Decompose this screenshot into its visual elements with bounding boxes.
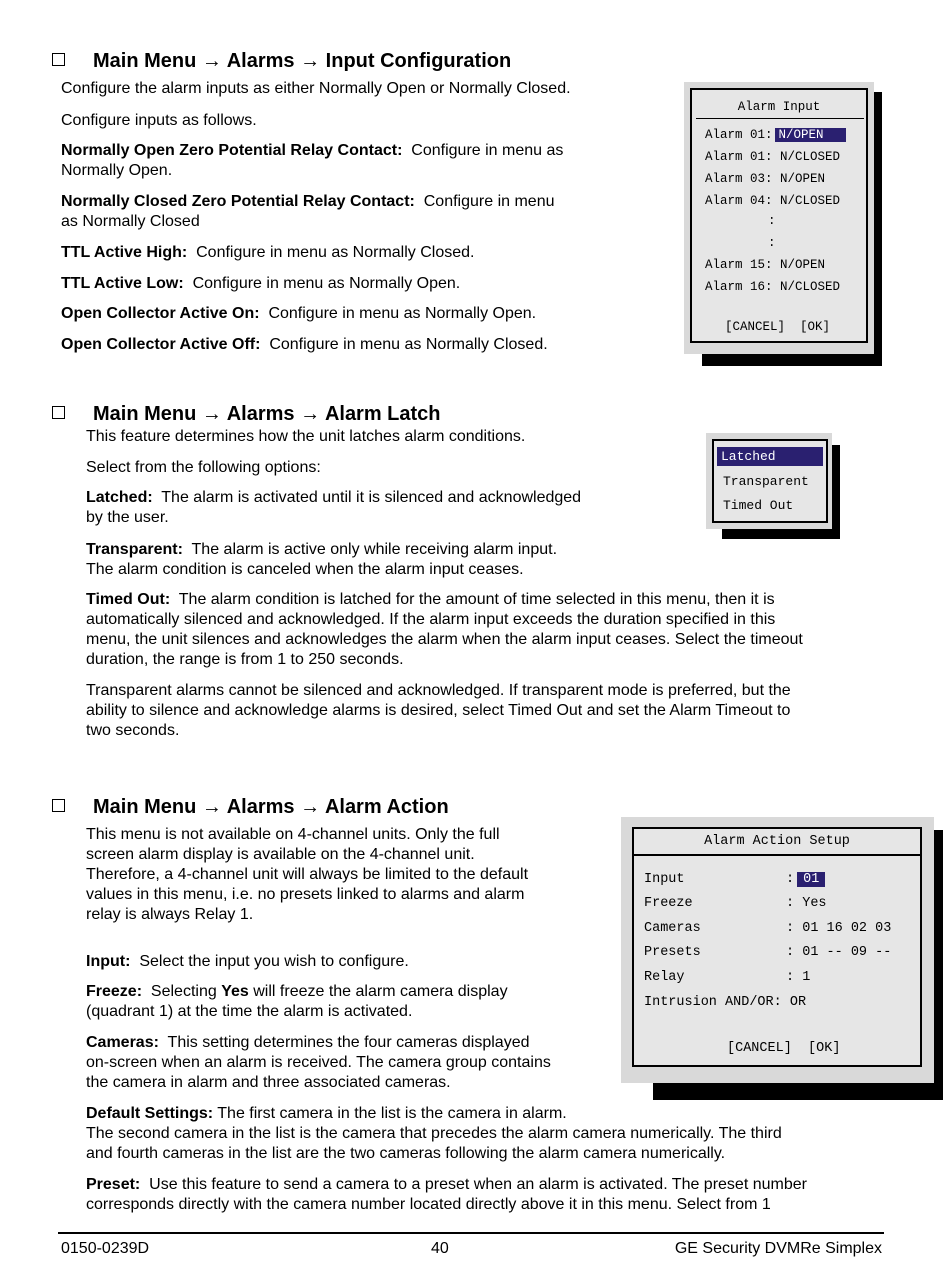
selected-value[interactable]: 01 bbox=[797, 872, 825, 887]
menu-row-cameras[interactable]: Cameras bbox=[644, 921, 701, 936]
menu-title: Alarm Action Setup bbox=[704, 834, 850, 849]
footer-page-number: 40 bbox=[431, 1240, 449, 1257]
menu-buttons bbox=[725, 320, 830, 334]
footer-rule bbox=[58, 1232, 884, 1234]
cancel-button[interactable]: [CANCEL] bbox=[727, 1041, 792, 1056]
definition-item: Normally Closed Zero Potential Relay Contact: Configure in menu as Normally Closed bbox=[61, 193, 555, 230]
menu-row-freeze[interactable]: Freeze bbox=[644, 896, 693, 911]
cancel-button[interactable]: [CANCEL] bbox=[725, 320, 786, 334]
definition-item: Preset: Use this feature to send a camera to a preset when an alarm is activated. The preset number corresponds directly with the camera number located directly above it in this menu. Select from 1 bbox=[86, 1176, 807, 1213]
menu-frame bbox=[632, 827, 922, 1067]
arrow-icon: → bbox=[201, 50, 222, 72]
menu-row-cameras-value[interactable]: : 01 16 02 03 bbox=[786, 921, 892, 936]
menu-row[interactable]: Alarm 15: N/OPEN bbox=[705, 258, 826, 272]
arrow-icon: → bbox=[201, 403, 222, 425]
footer-doc-number: 0150-0239D bbox=[61, 1240, 150, 1257]
section-heading-alarm-action: Main Menu → Alarms → Alarm Action bbox=[52, 796, 449, 819]
menu-row[interactable]: Alarm 04: N/CLOSED bbox=[705, 194, 841, 208]
menu-row-input-value[interactable]: : 01 bbox=[786, 872, 825, 887]
latch-option-latched[interactable]: Latched bbox=[717, 447, 823, 466]
paragraph: Configure the alarm inputs as either Normally Open or Normally Closed. bbox=[61, 80, 571, 97]
section-heading-alarm-latch: Main Menu → Alarms → Alarm Latch bbox=[52, 403, 441, 426]
arrow-icon: → bbox=[300, 796, 321, 818]
menu-row-relay[interactable]: Relay bbox=[644, 970, 685, 985]
latch-option-timed-out[interactable]: Timed Out bbox=[723, 498, 794, 513]
paragraph: Configure inputs as follows. bbox=[61, 112, 257, 129]
definition-item: Transparent: The alarm is active only while receiving alarm input. The alarm condition is canceled when the alarm input ceases. bbox=[86, 541, 558, 578]
paragraph: Transparent alarms cannot be silenced and acknowledged. If transparent mode is preferred, but the ability to silence and acknowledge alarms is desired, select Timed Out and set the Alarm Timeout to two seconds. bbox=[86, 682, 791, 739]
definition-item: Freeze: Selecting Yes will freeze the alarm camera display (quadrant 1) at the time the alarm is activated. bbox=[86, 983, 508, 1020]
checkbox-bullet-icon bbox=[52, 406, 65, 419]
definition-item: TTL Active High: Configure in menu as Normally Closed. bbox=[61, 244, 475, 261]
menu-buttons bbox=[727, 1041, 840, 1056]
menu-row[interactable]: Alarm 03: N/OPEN bbox=[705, 172, 826, 186]
ok-button[interactable]: [OK] bbox=[808, 1041, 841, 1056]
footer-product: GE Security DVMRe Simplex bbox=[674, 1240, 882, 1257]
definition-item: TTL Active Low: Configure in menu as Normally Open. bbox=[61, 275, 461, 292]
checkbox-bullet-icon bbox=[52, 799, 65, 812]
menu-row-presets-value[interactable]: : 01 -- 09 -- bbox=[786, 945, 892, 960]
paragraph: This menu is not available on 4-channel units. Only the full screen alarm display is available on the 4-channel unit. Therefore, a 4-channel unit will always be limited to the default values in this menu, i.e. no presets linked to alarms and alarm relay is always Relay 1. bbox=[86, 826, 529, 923]
menu-title: Alarm Input bbox=[737, 100, 821, 114]
menu-row[interactable]: Alarm 16: N/CLOSED bbox=[705, 280, 841, 294]
definition-item: Normally Open Zero Potential Relay Contact: Configure in menu as Normally Open. bbox=[61, 142, 564, 179]
menu-divider bbox=[634, 854, 920, 856]
definition-item: Input: Select the input you wish to configure. bbox=[86, 953, 409, 970]
paragraph: Select from the following options: bbox=[86, 459, 321, 476]
menu-row-freeze-value[interactable]: : Yes bbox=[786, 896, 827, 911]
menu-row-intrusion[interactable]: Intrusion AND/OR: OR bbox=[644, 995, 807, 1010]
definition-item: Open Collector Active Off: Configure in menu as Normally Closed. bbox=[61, 336, 548, 353]
menu-ellipsis: : bbox=[768, 214, 776, 228]
definition-item: Timed Out: The alarm condition is latched for the amount of time selected in this menu, then it is automatically silenced and acknowledged. If the alarm input exceeds the duration specified in this menu, the unit silences and acknowledges the alarm when the alarm input ceases. Select the timeout duration, the range is from 1 to 250 seconds. bbox=[86, 591, 803, 668]
selected-value[interactable]: N/OPEN bbox=[775, 128, 846, 142]
menu-frame bbox=[690, 88, 868, 343]
section-heading-input-configuration: Main Menu → Alarms → Input Configuration bbox=[52, 50, 511, 73]
latch-option-transparent[interactable]: Transparent bbox=[723, 474, 809, 489]
arrow-icon: → bbox=[300, 50, 321, 72]
ok-button[interactable]: [OK] bbox=[800, 320, 831, 334]
menu-row[interactable]: Alarm 01: N/CLOSED bbox=[705, 150, 841, 164]
definition-item: Default Settings: The first camera in the list is the camera in alarm. The second camera in the list is the camera that precedes the alarm camera numerically. The third and fourth cameras in the list are the two cameras following the alarm camera numerically. bbox=[86, 1105, 782, 1162]
arrow-icon: → bbox=[300, 403, 321, 425]
menu-ellipsis: : bbox=[768, 236, 776, 250]
menu-row-relay-value[interactable]: : 1 bbox=[786, 970, 811, 985]
definition-item: Latched: The alarm is activated until it is silenced and acknowledged by the user. bbox=[86, 489, 582, 526]
arrow-icon: → bbox=[201, 796, 222, 818]
definition-item: Cameras: This setting determines the four cameras displayed on-screen when an alarm is received. The camera group contains the camera in alarm and three associated cameras. bbox=[86, 1034, 551, 1091]
menu-frame bbox=[712, 439, 828, 523]
paragraph: This feature determines how the unit latches alarm conditions. bbox=[86, 428, 526, 445]
menu-divider bbox=[696, 118, 864, 119]
menu-row[interactable]: Alarm 01: N/OPEN bbox=[705, 128, 846, 142]
checkbox-bullet-icon bbox=[52, 53, 65, 66]
menu-row-input[interactable]: Input bbox=[644, 872, 685, 887]
definition-item: Open Collector Active On: Configure in menu as Normally Open. bbox=[61, 305, 537, 322]
menu-row-presets[interactable]: Presets bbox=[644, 945, 701, 960]
